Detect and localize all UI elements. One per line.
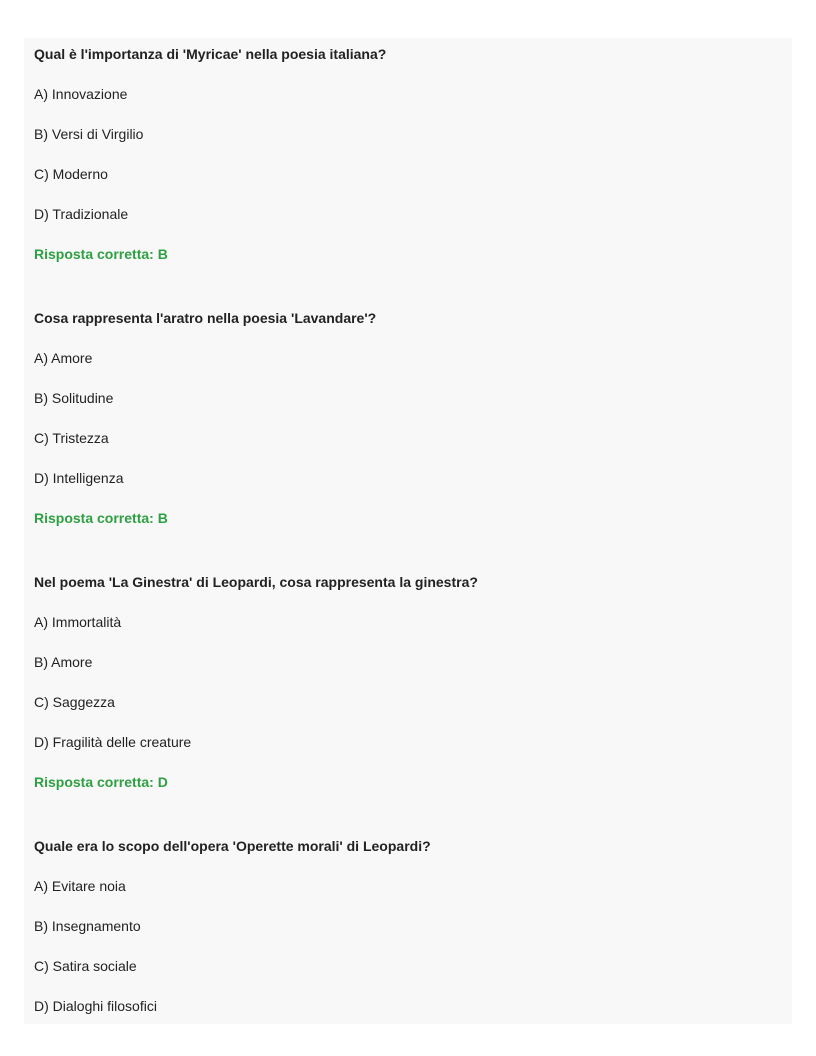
question-text: Cosa rappresenta l'aratro nella poesia 'Lavandare'? (34, 310, 377, 326)
option-a: A) Evitare noia (34, 878, 126, 894)
option-a: A) Amore (34, 350, 93, 366)
option-d: D) Fragilità delle creature (34, 734, 192, 750)
question-text: Qual è l'importanza di 'Myricae' nella poesia italiana? (34, 46, 387, 62)
option-c: C) Tristezza (34, 430, 109, 446)
correct-answer: Risposta corretta: B (34, 246, 168, 262)
option-d: D) Tradizionale (34, 206, 129, 222)
option-b: B) Amore (34, 654, 93, 670)
question-text: Quale era lo scopo dell'opera 'Operette morali' di Leopardi? (34, 838, 431, 854)
option-d: D) Intelligenza (34, 470, 124, 486)
option-a: A) Innovazione (34, 86, 128, 102)
option-c: C) Saggezza (34, 694, 115, 710)
option-b: B) Versi di Virgilio (34, 126, 144, 142)
option-c: C) Moderno (34, 166, 108, 182)
option-d: D) Dialoghi filosofici (34, 998, 157, 1014)
correct-answer: Risposta corretta: B (34, 510, 168, 526)
question-text: Nel poema 'La Ginestra' di Leopardi, cosa rappresenta la ginestra? (34, 574, 478, 590)
option-c: C) Satira sociale (34, 958, 137, 974)
quiz-panel (24, 38, 792, 1024)
option-a: A) Immortalità (34, 614, 122, 630)
option-b: B) Solitudine (34, 390, 114, 406)
correct-answer: Risposta corretta: D (34, 774, 168, 790)
option-b: B) Insegnamento (34, 918, 141, 934)
